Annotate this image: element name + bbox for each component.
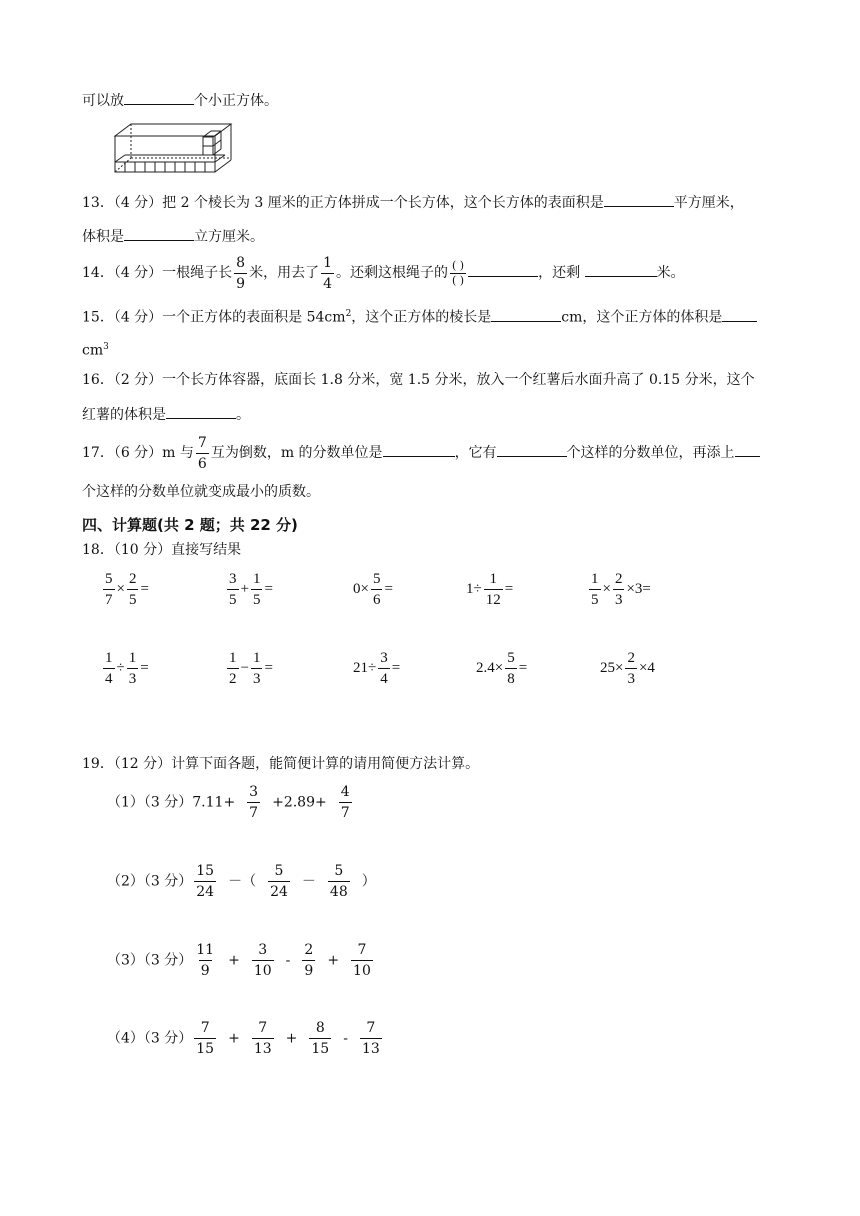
equals: =: [518, 659, 528, 676]
fraction-denominator: 4: [321, 273, 334, 294]
q17-text-a: 17．（6 分）m 与: [82, 445, 194, 461]
q19-title: 19．（12 分）计算下面各题，能简便计算的请用简便方法计算。: [82, 756, 480, 772]
operator: −: [240, 659, 249, 676]
fraction-numerator: 3: [258, 942, 268, 958]
q14-fraction-length: [234, 253, 247, 294]
q17-line1: [82, 432, 760, 474]
fraction-denominator: 10: [252, 960, 274, 981]
fraction: [194, 861, 216, 902]
q18-expr-5: [587, 569, 651, 610]
q16-line2: [82, 404, 250, 425]
fraction-denominator: 48: [328, 881, 350, 902]
q15-text-b: ，这个正方体的棱长是: [351, 309, 492, 326]
fraction-denominator: 4: [103, 668, 115, 689]
fraction-denominator: 9: [199, 960, 212, 981]
q16-answer-blank[interactable]: [166, 404, 236, 419]
fraction: [505, 648, 517, 689]
fraction-numerator: ( ): [452, 258, 465, 272]
q14-text-b: 米，用去了: [249, 265, 320, 281]
q16-text-b: 红薯的体积是: [82, 407, 166, 423]
q15-text-a: 15．（4 分）一个正方体的表面积是 54cm: [82, 309, 346, 326]
fraction: [371, 569, 383, 610]
fraction-numerator: 11: [196, 942, 215, 958]
operator: ×: [116, 580, 125, 597]
operator: +: [285, 1030, 298, 1047]
q17-line2: [82, 482, 320, 502]
q19-part-4: [107, 1018, 384, 1059]
fraction: [339, 782, 352, 823]
fraction: [251, 648, 263, 689]
q15-unit: cm: [82, 342, 104, 359]
q12-answer-blank[interactable]: [124, 90, 194, 105]
q18-expr-1: [101, 569, 149, 610]
fraction-denominator: 6: [196, 453, 209, 474]
q15-volume-blank[interactable]: [722, 307, 757, 322]
fraction-denominator: 7: [103, 589, 115, 610]
part-label: （2）（3 分）: [107, 873, 193, 890]
operator: ）: [361, 873, 376, 890]
operator: +: [240, 580, 249, 597]
fraction: [194, 1018, 216, 1059]
q17-fraction: [196, 433, 209, 474]
q18-expr-3: [353, 569, 393, 610]
q16-line1: [82, 370, 755, 390]
fraction-denominator: 24: [268, 881, 290, 902]
fraction-denominator: 9: [302, 960, 315, 981]
fraction: [127, 569, 139, 610]
fraction-denominator: 7: [247, 802, 260, 823]
fraction-denominator: 7: [339, 802, 352, 823]
fraction-numerator: 2: [304, 942, 314, 958]
fraction: [103, 648, 115, 689]
q18-expr-7: [225, 648, 273, 689]
q15-edge-blank[interactable]: [491, 307, 561, 322]
part-label: （3）（3 分）: [107, 952, 193, 969]
q15-sup-3: 3: [103, 342, 109, 352]
fraction-numerator: 1: [323, 254, 333, 271]
q12-text-a: 可以放: [82, 93, 124, 109]
fraction: [227, 569, 239, 610]
q14-text-e: 米。: [656, 265, 685, 281]
term: +2.89+: [272, 794, 327, 811]
q14-fraction-used: [321, 253, 334, 294]
part-label: （1）（3 分）: [107, 794, 193, 811]
equals: =: [504, 580, 514, 597]
fraction-numerator: 3: [380, 650, 388, 666]
operator: －（: [228, 873, 257, 890]
q18-title: 18．（10 分）直接写结果: [82, 542, 242, 558]
fraction-denominator: 3: [127, 668, 139, 689]
q18-expr-6: [101, 648, 149, 689]
fraction-numerator: 2: [627, 650, 635, 666]
fraction-numerator: 7: [366, 1020, 376, 1036]
q14-text-a: 14．（4 分）一根绳子长: [82, 265, 233, 281]
prefix: 21÷: [353, 659, 377, 676]
equals: =: [391, 659, 401, 676]
fraction: [103, 569, 115, 610]
equals: =: [384, 580, 393, 597]
operator: +: [228, 952, 240, 969]
q13-area-blank[interactable]: [604, 192, 674, 207]
prefix: 0×: [353, 580, 369, 597]
fraction-numerator: 8: [315, 1020, 325, 1036]
fraction: [302, 940, 315, 981]
fraction: [351, 940, 373, 981]
fraction-denominator: 13: [360, 1038, 382, 1059]
q18-expr-8: [353, 648, 400, 689]
equals: =: [140, 580, 149, 597]
fraction-denominator: 10: [351, 960, 373, 981]
q14-line: [82, 252, 685, 294]
fraction-numerator: 7: [258, 1020, 268, 1036]
fraction-numerator: 5: [507, 650, 515, 666]
q12-text-b: 个小正方体。: [194, 93, 278, 109]
fraction-denominator: 6: [371, 589, 383, 610]
fraction-denominator: 9: [234, 273, 247, 294]
q17-unit-blank[interactable]: [383, 442, 455, 457]
fraction-numerator: 1: [128, 650, 137, 666]
fraction-numerator: 5: [274, 863, 284, 879]
fraction-denominator: 13: [252, 1038, 274, 1059]
fraction-numerator: 15: [196, 863, 215, 879]
fraction-numerator: 1: [229, 650, 237, 666]
fraction-denominator: 15: [194, 1038, 216, 1059]
fraction-denominator: 2: [227, 668, 239, 689]
fraction-denominator: 3: [251, 668, 263, 689]
q18-expr-4: [466, 569, 513, 610]
fraction: [589, 569, 601, 610]
q15-sup-2: 2: [345, 309, 352, 319]
fraction-denominator: 5: [251, 589, 263, 610]
fraction-numerator: 8: [236, 254, 246, 271]
q14-text-d: ，还剩: [538, 265, 581, 281]
fraction-numerator: 3: [229, 571, 237, 587]
q13-line1: [82, 192, 744, 213]
fraction: [251, 569, 263, 610]
cuboid-figure: [112, 120, 236, 176]
q13-text-d: 立方厘米。: [194, 229, 264, 245]
fraction: [613, 569, 625, 610]
fraction-numerator: 4: [340, 784, 350, 800]
q15-line1: [82, 304, 757, 328]
fraction: [252, 940, 274, 981]
fraction: [378, 648, 390, 689]
equals: =: [264, 580, 273, 597]
operator: +: [228, 1030, 240, 1047]
fraction-denominator: 5: [127, 589, 139, 610]
equals: ×3=: [626, 580, 651, 597]
fraction-denominator: 3: [625, 668, 637, 689]
operator: －: [301, 873, 316, 890]
prefix: 2.4×: [476, 659, 504, 676]
fraction-denominator: 5: [227, 589, 239, 610]
fraction-numerator: 5: [372, 571, 381, 587]
fraction-numerator: 2: [128, 571, 137, 587]
fraction: [328, 861, 350, 902]
fraction-numerator: 1: [252, 571, 261, 587]
fraction-denominator: 15: [309, 1038, 331, 1059]
q19-part-2: [107, 861, 376, 902]
q13-volume-blank[interactable]: [124, 226, 194, 241]
fraction-numerator: 1: [489, 571, 497, 587]
fraction: [252, 1018, 274, 1059]
q18-expr-9: [476, 648, 527, 689]
fraction-denominator: 24: [194, 881, 216, 902]
fraction-denominator: 8: [505, 668, 517, 689]
q13-text-a: 13．（4 分）把 2 个棱长为 3 厘米的正方体拼成一个长方体，这个长方体的表面积是: [82, 195, 604, 211]
q16-text-a: 16．（2 分）一个长方体容器，底面长 1.8 分米，宽 1.5 分米，放入一个红薯后水面升高了 0.15 分米，这个: [82, 372, 755, 388]
q17-text-c: ，它有: [454, 445, 497, 461]
q17-text-d: 个这样的分数单位，再添上: [566, 445, 735, 461]
q14-fraction-blank[interactable]: [450, 259, 466, 288]
fraction: [625, 648, 637, 689]
prefix: 25×: [600, 659, 624, 676]
q17-text-e: 个这样的分数单位就变成最小的质数。: [82, 484, 320, 500]
fraction: [484, 569, 503, 610]
fraction-numerator: 5: [105, 571, 113, 587]
operator: +: [327, 952, 340, 969]
q17-add-blank[interactable]: [735, 442, 760, 457]
term: 7.11+: [192, 794, 236, 811]
q13-text-b: 平方厘米，: [673, 195, 744, 211]
fraction: [127, 648, 139, 689]
fraction-numerator: 3: [249, 784, 259, 800]
q15-line2: [82, 337, 109, 361]
fraction-denominator: 4: [378, 668, 390, 689]
fraction-numerator: 7: [200, 1020, 210, 1036]
fraction: [247, 782, 260, 823]
fraction: [360, 1018, 382, 1059]
part-label: （4）（3 分）: [107, 1030, 193, 1047]
fraction-numerator: 7: [357, 942, 367, 958]
q17-count-blank[interactable]: [497, 442, 567, 457]
q18-expr-2: [225, 569, 273, 610]
q12-tail-line: [82, 90, 278, 111]
fraction: [268, 861, 290, 902]
fraction-numerator: 1: [591, 571, 599, 587]
q14-remaining-blank[interactable]: [585, 262, 657, 277]
operator: -: [285, 952, 291, 969]
equals: =: [140, 659, 149, 676]
operator: -: [343, 1030, 348, 1047]
section-4-heading: 四、计算题(共 2 题；共 22 分): [82, 516, 298, 534]
q13-text-c: 体积是: [82, 229, 124, 245]
q19-part-1: [107, 782, 354, 823]
prefix: 1÷: [466, 580, 482, 597]
fraction-numerator: 5: [334, 863, 344, 879]
equals: ×4: [638, 659, 655, 676]
fraction: [194, 940, 216, 981]
fraction-numerator: 1: [105, 650, 113, 666]
fraction-numerator: 2: [614, 571, 623, 587]
fraction-denominator: 5: [589, 589, 601, 610]
fraction-denominator: 12: [484, 589, 503, 610]
fraction-numerator: 7: [197, 434, 207, 451]
fraction-denominator: 3: [613, 589, 625, 610]
q16-text-c: 。: [236, 407, 250, 423]
q13-line2: [82, 226, 264, 247]
q18-expr-10: [600, 648, 655, 689]
fraction: [309, 1018, 331, 1059]
q15-text-c: cm，这个正方体的体积是: [561, 309, 723, 326]
q19-part-3: [107, 940, 375, 981]
fraction-denominator: ( ): [452, 273, 465, 287]
fraction-numerator: 1: [252, 650, 261, 666]
q17-text-b: 互为倒数，m 的分数单位是: [210, 445, 383, 461]
q14-text-c: 。还剩这根绳子的: [336, 265, 449, 281]
operator: ÷: [116, 659, 125, 676]
equals: =: [264, 659, 273, 676]
q14-fraction-answer-blank[interactable]: [468, 262, 538, 277]
operator: ×: [602, 580, 611, 597]
fraction: [227, 648, 239, 689]
